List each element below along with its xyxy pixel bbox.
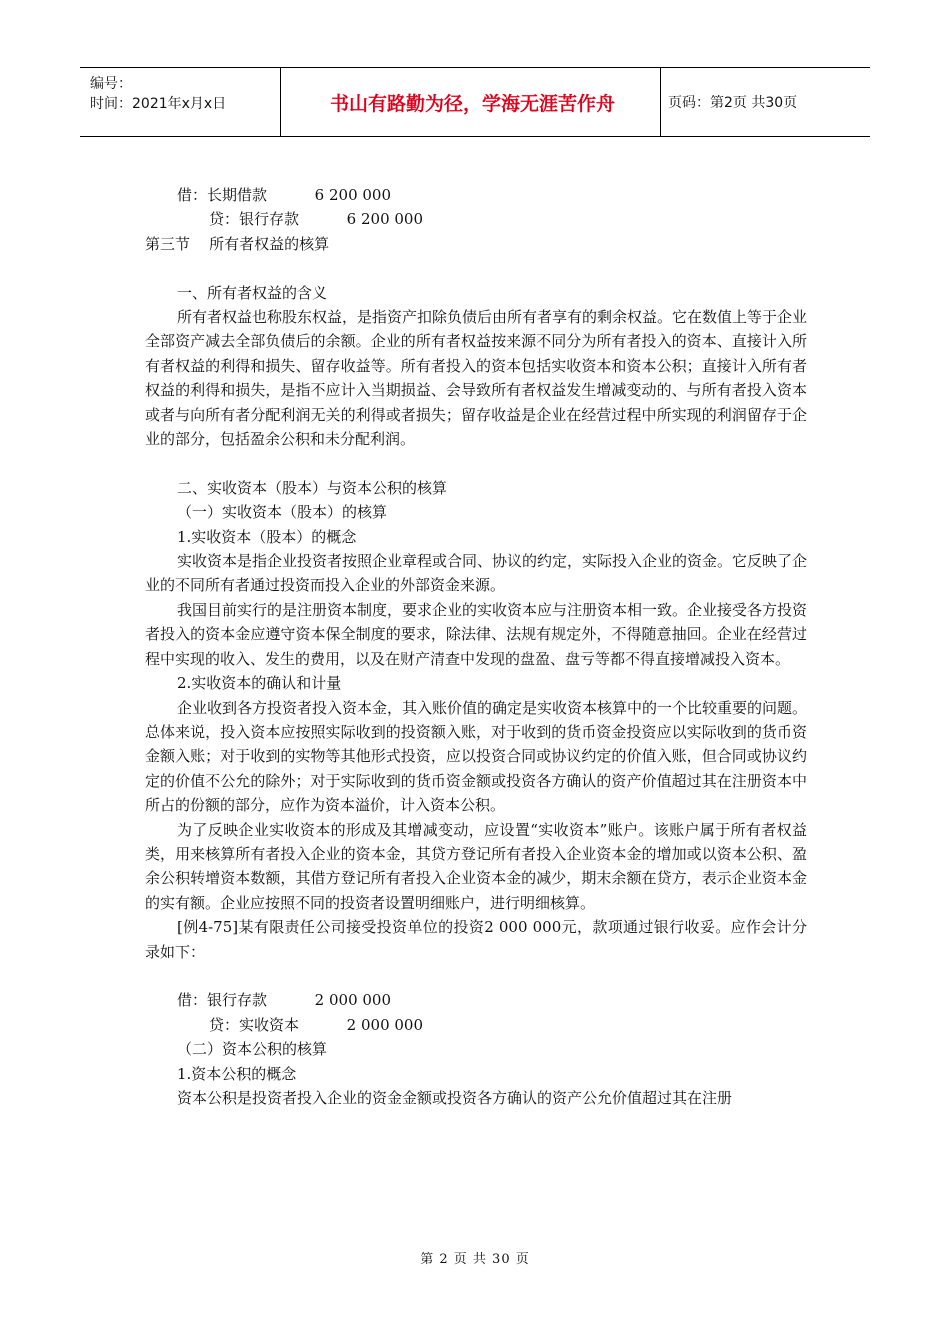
subsection-heading: （一）实收资本（股本）的核算 — [177, 503, 388, 522]
journal-credit-line: 贷：银行存款 6 200 000 — [209, 210, 424, 229]
journal-debit-line: 借：长期借款 6 200 000 — [177, 186, 392, 204]
item-heading: 1.资本公积的概念 — [177, 1064, 297, 1083]
item-heading: 1.实收资本（股本）的概念 — [177, 527, 357, 546]
document-body — [145, 183, 807, 1110]
page-footer: 第 2 页 共 30 页 — [420, 1252, 530, 1267]
paragraph: 我国目前实行的是注册资本制度，要求企业的实收资本应与注册资本相一致。企业接受各方投资者投入的资本金应遵守资本保全制度的要求，除法律、法规有规定外，不得随意抽回。企业在经营过程中实现的收入、发生的费用，以及在财产清查中发现的盘盈、盘亏等都不得直接增减投入资本。 — [145, 600, 808, 668]
header-meta — [90, 74, 226, 114]
paragraph: 所有者权益也称股东权益，是指资产扣除负债后由所有者享有的剩余权益。它在数值上等于企业全部资产减去全部负债后的余额。企业的所有者权益按来源不同分为所有者投入的资本、直接计入所有者权益的利得和损失、留存收益等。所有者投入的资本包括实收资本和资本公积；直接计入所有者权益的利得和损失，是指不应计入当期损益、会导致所有者权益发生增减变动的、与所有者投入资本或者与向所有者分配利润无关的利得或者损失；留存收益是企业在经营过程中所实现的利润留存于企业的部分，包括盈余公积和未分配利润。 — [145, 308, 808, 449]
paragraph: 资本公积是投资者投入企业的资金金额或投资各方确认的资产公允价值超过其在注册 — [177, 1088, 733, 1107]
paragraph: 为了反映企业实收资本的形成及其增减变动，应设置“实收资本”账户。该账户属于所有者权益类，用来核算所有者投入企业的资本金，其贷方登记所有者投入企业资本金的增加或以资本公积、盈余公积转增资本数额，其借方登记所有者投入企业资本金的减少，期末余额在贷方，表示企业资本金的实有额。企业应按照不同的投资者设置明细账户，进行明细核算。 — [145, 820, 807, 912]
subsection-heading: （二）资本公积的核算 — [177, 1040, 328, 1059]
example-paragraph: [例4-75]某有限责任公司接受投资单位的投资2 000 000元，款项通过银行收妥。应作会计分录如下： — [145, 918, 807, 961]
paragraph: 企业收到各方投资者投入资本金，其入账价值的确定是实收资本核算中的一个比较重要的问题。总体来说，投入资本应按照实际收到的投资额入账，对于收到的货币资金投资应以实际收到的货币资金额入账；对于收到的实物等其他形式投资，应以投资合同或协议约定的价值入账，但合同或协议约定的价值不公允的除外；对于实际收到的货币资金额或投资各方确认的资产价值超过其在注册资本中所占的份额的部分，应作为资本溢价，计入资本公积。 — [145, 698, 808, 815]
header-page-info: 页码：第2页 共30页 — [668, 95, 798, 111]
subsection-heading: 二、实收资本（股本）与资本公积的核算 — [177, 478, 448, 497]
section-heading: 第三节 所有者权益的核算 — [145, 234, 330, 253]
header-time: 时间：2021年x月x日 — [90, 96, 227, 112]
item-heading: 2.实收资本的确认和计量 — [177, 674, 342, 693]
journal-debit-line: 借：银行存款 2 000 000 — [177, 991, 392, 1010]
paragraph: 实收资本是指企业投资者按照企业章程或合同、协议的约定，实际投入企业的资金。它反映了企业的不同所有者通过投资而投入企业的外部资金来源。 — [145, 552, 808, 595]
header-motto: 书山有路勤为径，学海无涯苦作舟 — [329, 92, 615, 115]
journal-credit-line: 贷：实收资本 2 000 000 — [209, 1015, 424, 1034]
header-divider — [660, 68, 661, 136]
page-header — [80, 67, 870, 137]
header-number: 编号： — [90, 76, 132, 92]
header-divider — [280, 68, 281, 136]
subsection-heading: 一、所有者权益的含义 — [177, 283, 328, 302]
